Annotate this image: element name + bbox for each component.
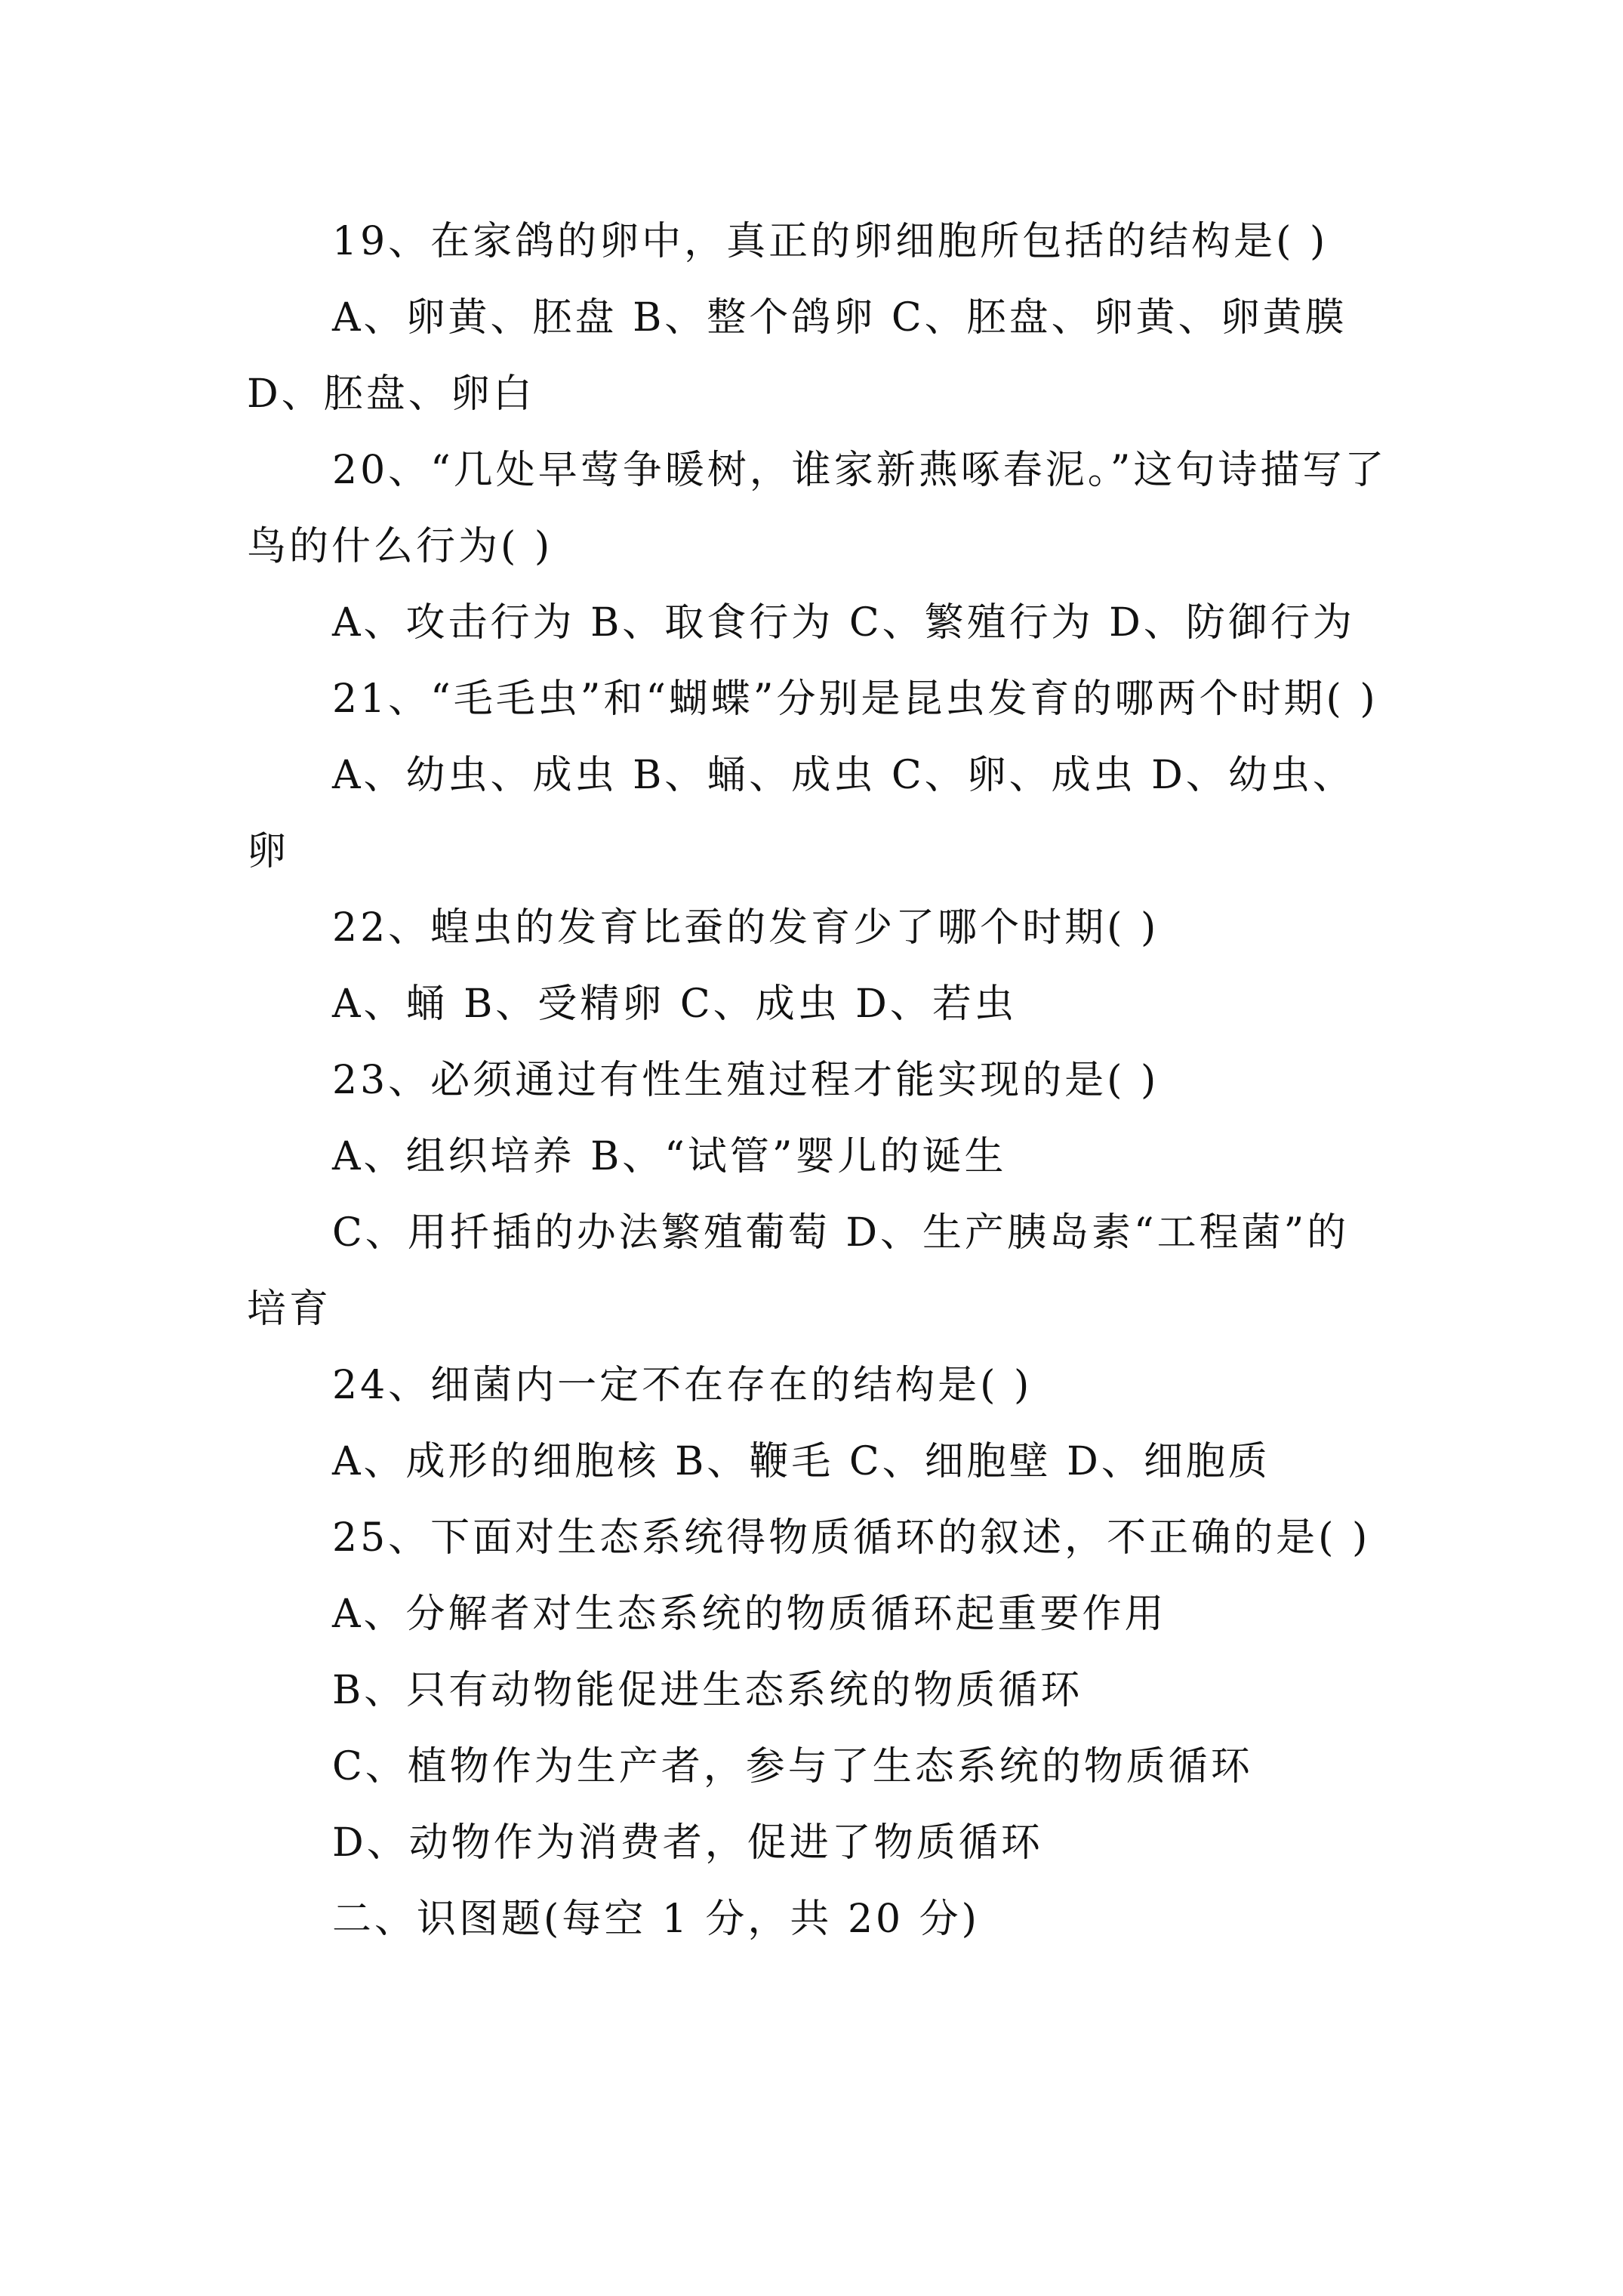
question-25-option-a: A、分解者对生态系统的物质循环起重要作用: [332, 1592, 1167, 1637]
question-20-options: A、攻击行为 B、取食行为 C、繁殖行为 D、防御行为: [332, 600, 1355, 646]
question-22-options: A、蛹 B、受精卵 C、成虫 D、若虫: [332, 982, 1017, 1027]
question-24-options: A、成形的细胞核 B、鞭毛 C、细胞壁 D、细胞质: [332, 1439, 1270, 1484]
question-25-option-b: B、只有动物能促进生态系统的物质循环: [332, 1668, 1083, 1713]
question-23: 23、必须通过有性生殖过程才能实现的是( ): [332, 1058, 1160, 1103]
question-20: 20、“几处早莺争暖树，谁家新燕啄春泥。”这句诗描写了鸟的什么行为( ): [247, 448, 1387, 569]
question-21-options: A、幼虫、成虫 B、蛹、成虫 C、卵、成虫 D、幼虫、卵: [247, 753, 1355, 874]
section-heading-diagram: 二、识图题(每空 1 分，共 20 分): [332, 1897, 980, 1942]
question-22: 22、蝗虫的发育比蚕的发育少了哪个时期( ): [332, 905, 1160, 951]
question-25-option-c: C、植物作为生产者，参与了生态系统的物质循环: [332, 1744, 1253, 1789]
question-24: 24、细菌内一定不在存在的结构是( ): [332, 1363, 1033, 1408]
question-25: 25、下面对生态系统得物质循环的叙述，不正确的是( ): [332, 1515, 1371, 1561]
question-21: 21、“毛毛虫”和“蝴蝶”分别是昆虫发育的哪两个时期( ): [332, 676, 1378, 722]
document-body: [247, 204, 1391, 1958]
question-19-options: A、卵黄、胚盘 B、整个鸽卵 C、胚盘、卵黄、卵黄膜 D、胚盘、卵白: [247, 295, 1347, 417]
question-23-options-cd: C、用扦插的办法繁殖葡萄 D、生产胰岛素“工程菌”的培育: [247, 1210, 1350, 1332]
question-19: 19、在家鸽的卵中，真正的卵细胞所包括的结构是( ): [332, 219, 1329, 264]
question-23-options-ab: A、组织培养 B、“试管”婴儿的诞生: [332, 1134, 1007, 1179]
question-25-option-d: D、动物作为消费者，促进了物质循环: [332, 1820, 1043, 1866]
